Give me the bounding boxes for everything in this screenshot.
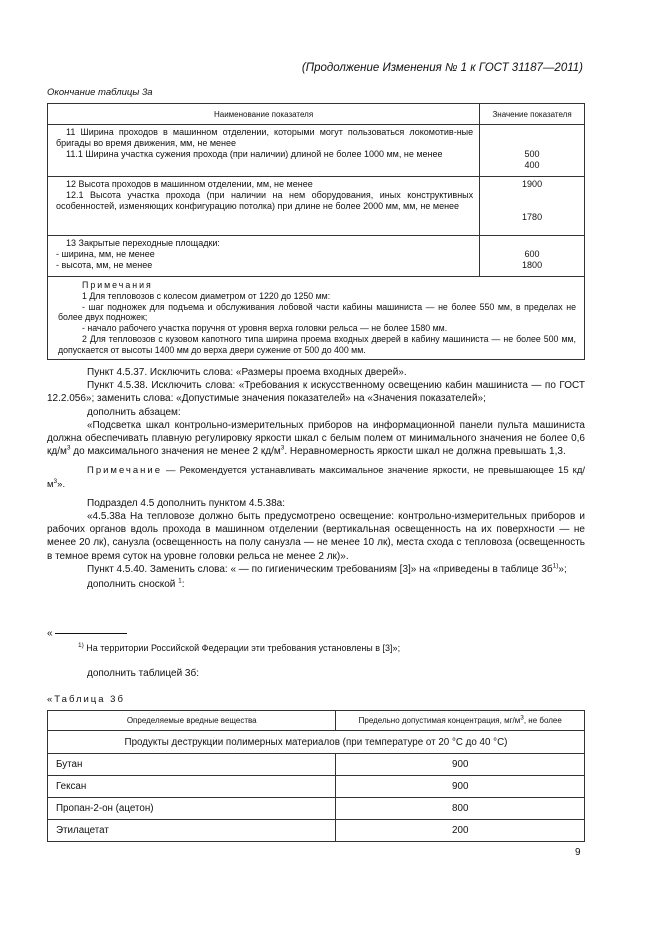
table-3a-col-value: Значение показателя bbox=[480, 104, 585, 125]
row-text: 12 Высота проходов в машинном отделении, мм, не менее bbox=[66, 179, 313, 189]
note-paragraph: Примечание — Рекомендуется устанавливать максимальное значение яркости, не превышающее 15 $кд/м^3$». bbox=[47, 465, 585, 490]
substance-name: Бутан bbox=[48, 754, 336, 776]
table-3a-caption: Окончание таблицы 3а bbox=[47, 87, 153, 98]
notes-title: Примечания bbox=[82, 280, 153, 290]
table-3b-caption: «Таблица 3б bbox=[47, 694, 125, 705]
row-value: 400 bbox=[524, 160, 540, 170]
row-text: 13 Закрытые переходные площадки: bbox=[66, 238, 220, 248]
table-3a-header-row bbox=[48, 104, 585, 125]
paragraph: Подраздел 4.5 дополнить пунктом 4.5.38а: bbox=[87, 497, 286, 509]
table-3b-group-row bbox=[48, 731, 585, 754]
paragraph: дополнить сноской $^1$: bbox=[87, 577, 185, 591]
table-3a bbox=[47, 103, 585, 360]
table-row bbox=[48, 236, 585, 277]
note-text: - шаг подножек для подъема и обслуживания лобовой части кабины машиниста — не более 550 мм, в пределах не более двух подножек; bbox=[58, 301, 576, 323]
table-row bbox=[48, 798, 585, 820]
row-value: 1900 bbox=[522, 179, 543, 189]
group-title: Продукты деструкции полимерных материалов (при температуре от 20 °С до 40 °С) bbox=[48, 731, 585, 754]
row-text: 12.1 Высота участка прохода (при наличии на нем оборудования, иных конструктивных особенностей, изменяющих конфигурацию потолка) при длине не более 2000 мм, мм, не менее bbox=[56, 190, 474, 211]
row-value: 500 bbox=[524, 149, 540, 159]
substance-value: 900 bbox=[336, 776, 585, 798]
table-row bbox=[48, 177, 585, 236]
table-row bbox=[48, 776, 585, 798]
paragraph: дополнить абзацем: bbox=[87, 406, 181, 418]
substance-name: Гексан bbox=[48, 776, 336, 798]
row-text: 11 Ширина проходов в машинном отделении, которыми могут пользоваться локомотив-ные бригады во время движения, мм, не менее bbox=[56, 127, 474, 148]
paragraph: «Подсветка шкал контрольно-измерительных приборов на информационной панели пульта машиниста должна обеспечивать плавную регулировку яркости шкал с белым полем от минимального значения не более 0,6 $кд/м^3$ до максимального значения не менее 2 $кд/м^3$. Неравномерность яркости шкал не должна превышать 1,3. bbox=[47, 419, 585, 458]
table-3b-header-row bbox=[48, 711, 585, 731]
row-text: - высота, мм, не менее bbox=[56, 260, 153, 270]
note-text: 2 Для тепловозов с кузовом капотного типа ширина проема входных дверей в кабину машиниста — не более 500 мм, допускается от высоты 1400 мм до верха двери сужение от 500 до 400 мм. bbox=[58, 333, 576, 355]
footnote-text: $^{1)}$ На территории Российской Федерации эти требования установлены в [3]»; bbox=[78, 642, 401, 653]
paragraph: Пункт 4.5.38. Исключить слова: «Требования к искусственному освещению кабин машиниста — по ГОСТ 12.2.056»; заменить слова: «Допустимые значения показателей» на «Значения показателей»; bbox=[47, 380, 585, 405]
amendment-text bbox=[47, 366, 585, 591]
footnote-divider bbox=[55, 633, 127, 634]
substance-name: Пропан-2-он (ацетон) bbox=[48, 798, 336, 820]
substance-value: 900 bbox=[336, 754, 585, 776]
substance-name: Этилацетат bbox=[48, 820, 336, 842]
table-row bbox=[48, 754, 585, 776]
table-row bbox=[48, 820, 585, 842]
footnote-quote: « bbox=[47, 628, 53, 639]
document-header: (Продолжение Изменения № 1 к ГОСТ 31187—2011) bbox=[301, 62, 583, 74]
row-text: - ширина, мм, не менее bbox=[56, 249, 155, 259]
row-value: 1780 bbox=[522, 212, 543, 222]
row-value: 1800 bbox=[522, 260, 543, 270]
table-3a-notes-row bbox=[48, 277, 585, 360]
paragraph: Пункт 4.5.37. Исключить слова: «Размеры проема входных дверей». bbox=[87, 367, 407, 378]
substance-value: 200 bbox=[336, 820, 585, 842]
table-row bbox=[48, 125, 585, 177]
row-text: 11.1 Ширина участка сужения прохода (при наличии) длиной не более 1000 мм, не менее bbox=[66, 149, 443, 159]
row-value: 600 bbox=[524, 249, 540, 259]
note-text: - начало рабочего участка поручня от уровня верха головки рельса — не более 1580 мм. bbox=[82, 323, 448, 334]
page-number: 9 bbox=[575, 847, 581, 858]
paragraph: дополнить таблицей 3б: bbox=[87, 668, 200, 679]
table-3b-col-name: Определяемые вредные вещества bbox=[48, 711, 336, 731]
paragraph: Пункт 4.5.40. Заменить слова: « — по гигиеническим требованиям [3]» на «приведены в таблице $3б^{1)}$»; bbox=[87, 562, 567, 575]
table-3b-col-value: Предельно допустимая концентрация, $мг/м^3$, не более bbox=[336, 711, 585, 731]
table-3b bbox=[47, 710, 585, 842]
paragraph: «4.5.38а На тепловозе должно быть предусмотрено освещение: контрольно-измерительных приборов и рабочих органов вдоль прохода в машинном отделении (вертикальная освещенность на их поверхности — не менее 20 лк), санузла (освещенность на полу санузла — не менее 10 лк), места схода с тепловоза (освещенность в темное время суток на уровне головки рельса не менее 2 лк)». bbox=[47, 511, 585, 562]
substance-value: 800 bbox=[336, 798, 585, 820]
table-3a-col-name: Наименование показателя bbox=[48, 104, 480, 125]
note-text: 1 Для тепловозов с колесом диаметром от 1220 до 1250 мм: bbox=[82, 290, 331, 301]
